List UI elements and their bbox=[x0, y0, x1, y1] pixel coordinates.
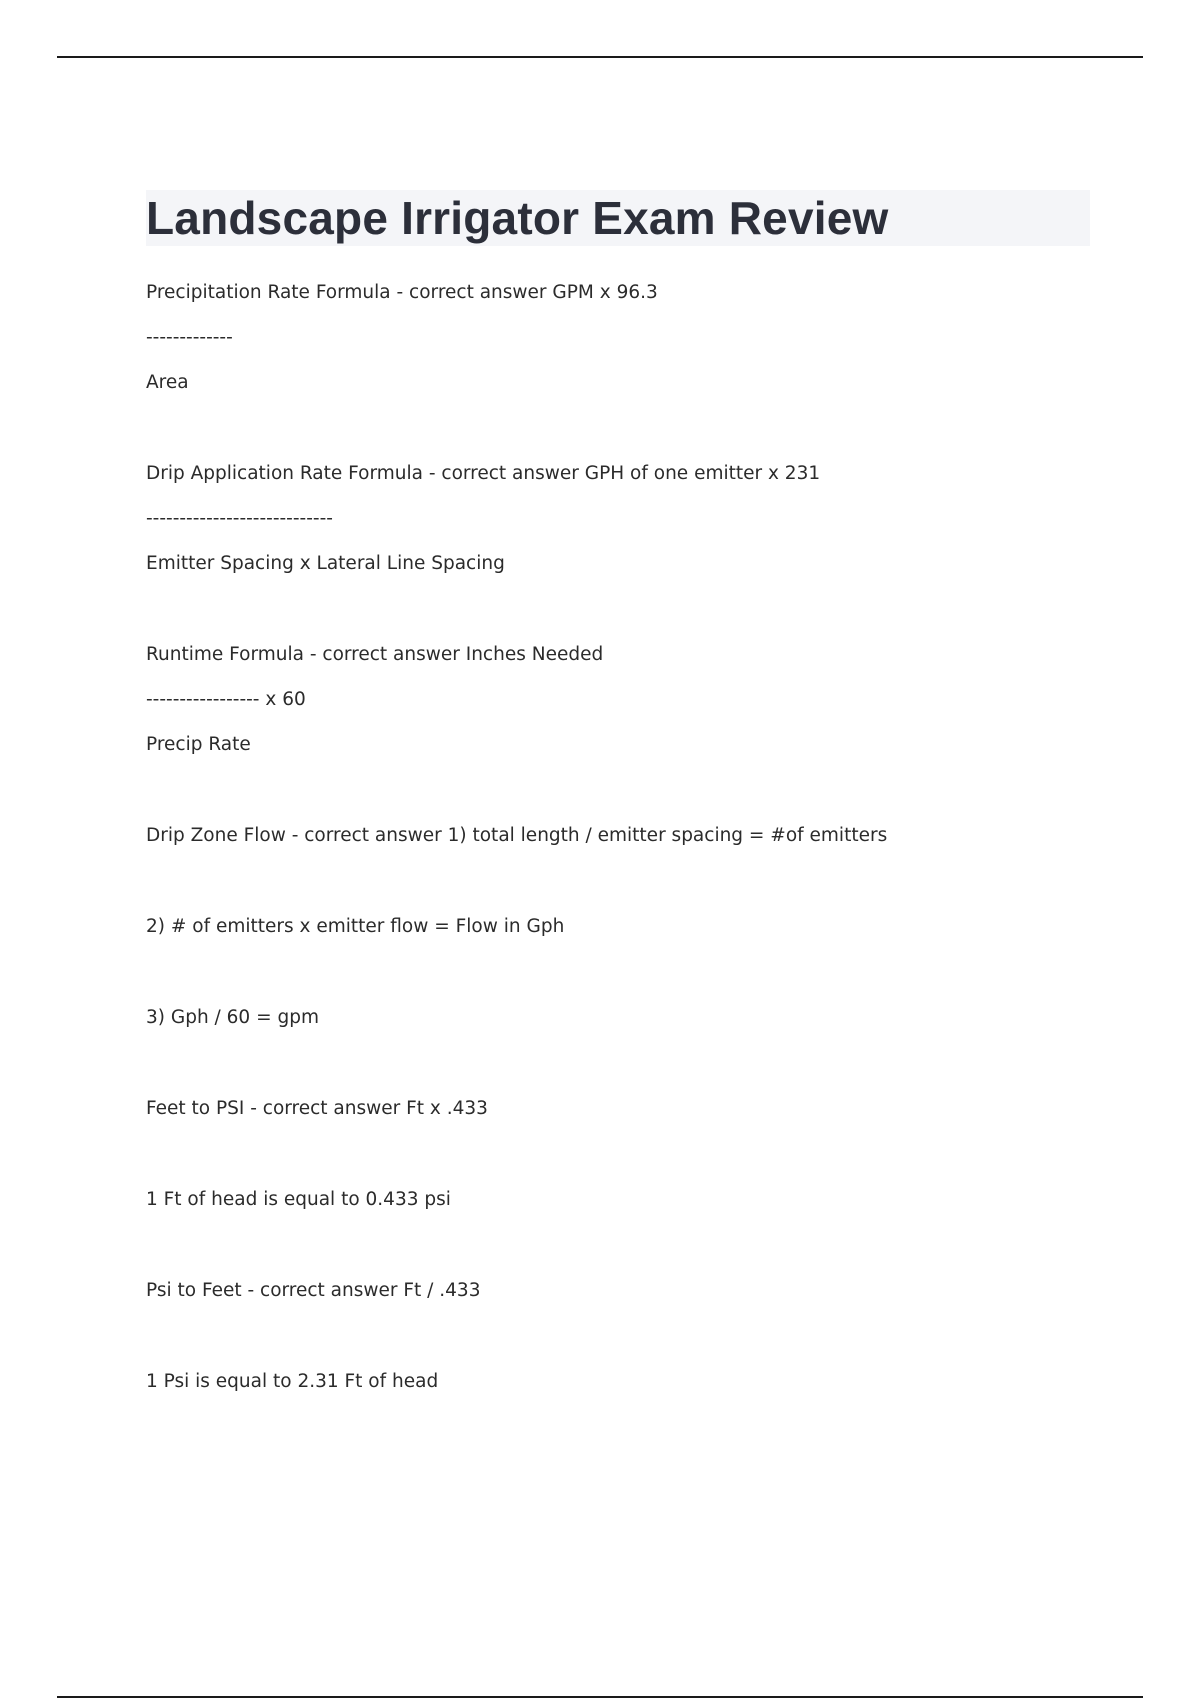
entry-feet-to-psi: Feet to PSI - correct answer Ft x .433 bbox=[146, 1098, 488, 1119]
entry-psi-to-feet: Psi to Feet - correct answer Ft / .433 bbox=[146, 1280, 481, 1301]
entry-runtime-formula bbox=[146, 642, 1090, 758]
entry-precipitation-rate bbox=[146, 280, 1090, 396]
entry-gph-to-gpm: 3) Gph / 60 = gpm bbox=[146, 1007, 319, 1028]
entry-line: Drip Application Rate Formula - correct answer GPH of one emitter x 231 bbox=[146, 463, 821, 484]
entry-emitters-flow: 2) # of emitters x emitter flow = Flow in Gph bbox=[146, 916, 565, 937]
entry-ft-head-psi: 1 Ft of head is equal to 0.433 psi bbox=[146, 1189, 451, 1210]
entry-drip-application-rate bbox=[146, 461, 1090, 577]
entry-line: Area bbox=[146, 372, 189, 393]
entry-line: Precip Rate bbox=[146, 734, 251, 755]
header-rule bbox=[57, 56, 1143, 58]
title-banner bbox=[146, 190, 1090, 246]
entry-line: Runtime Formula - correct answer Inches Needed bbox=[146, 644, 604, 665]
entry-line: Precipitation Rate Formula - correct answer GPM x 96.3 bbox=[146, 282, 658, 303]
entry-psi-ft-head: 1 Psi is equal to 2.31 Ft of head bbox=[146, 1371, 439, 1392]
entry-drip-zone-flow: Drip Zone Flow - correct answer 1) total length / emitter spacing = #of emitters bbox=[146, 825, 888, 846]
document-title: Landscape Irrigator Exam Review bbox=[146, 192, 889, 244]
entry-line: ------------- bbox=[146, 327, 233, 348]
entry-line: Emitter Spacing x Lateral Line Spacing bbox=[146, 553, 505, 574]
entry-line: ----------------- x 60 bbox=[146, 689, 306, 710]
document-body bbox=[146, 190, 1090, 1395]
entry-line: ---------------------------- bbox=[146, 508, 333, 529]
footer-rule bbox=[57, 1696, 1143, 1698]
